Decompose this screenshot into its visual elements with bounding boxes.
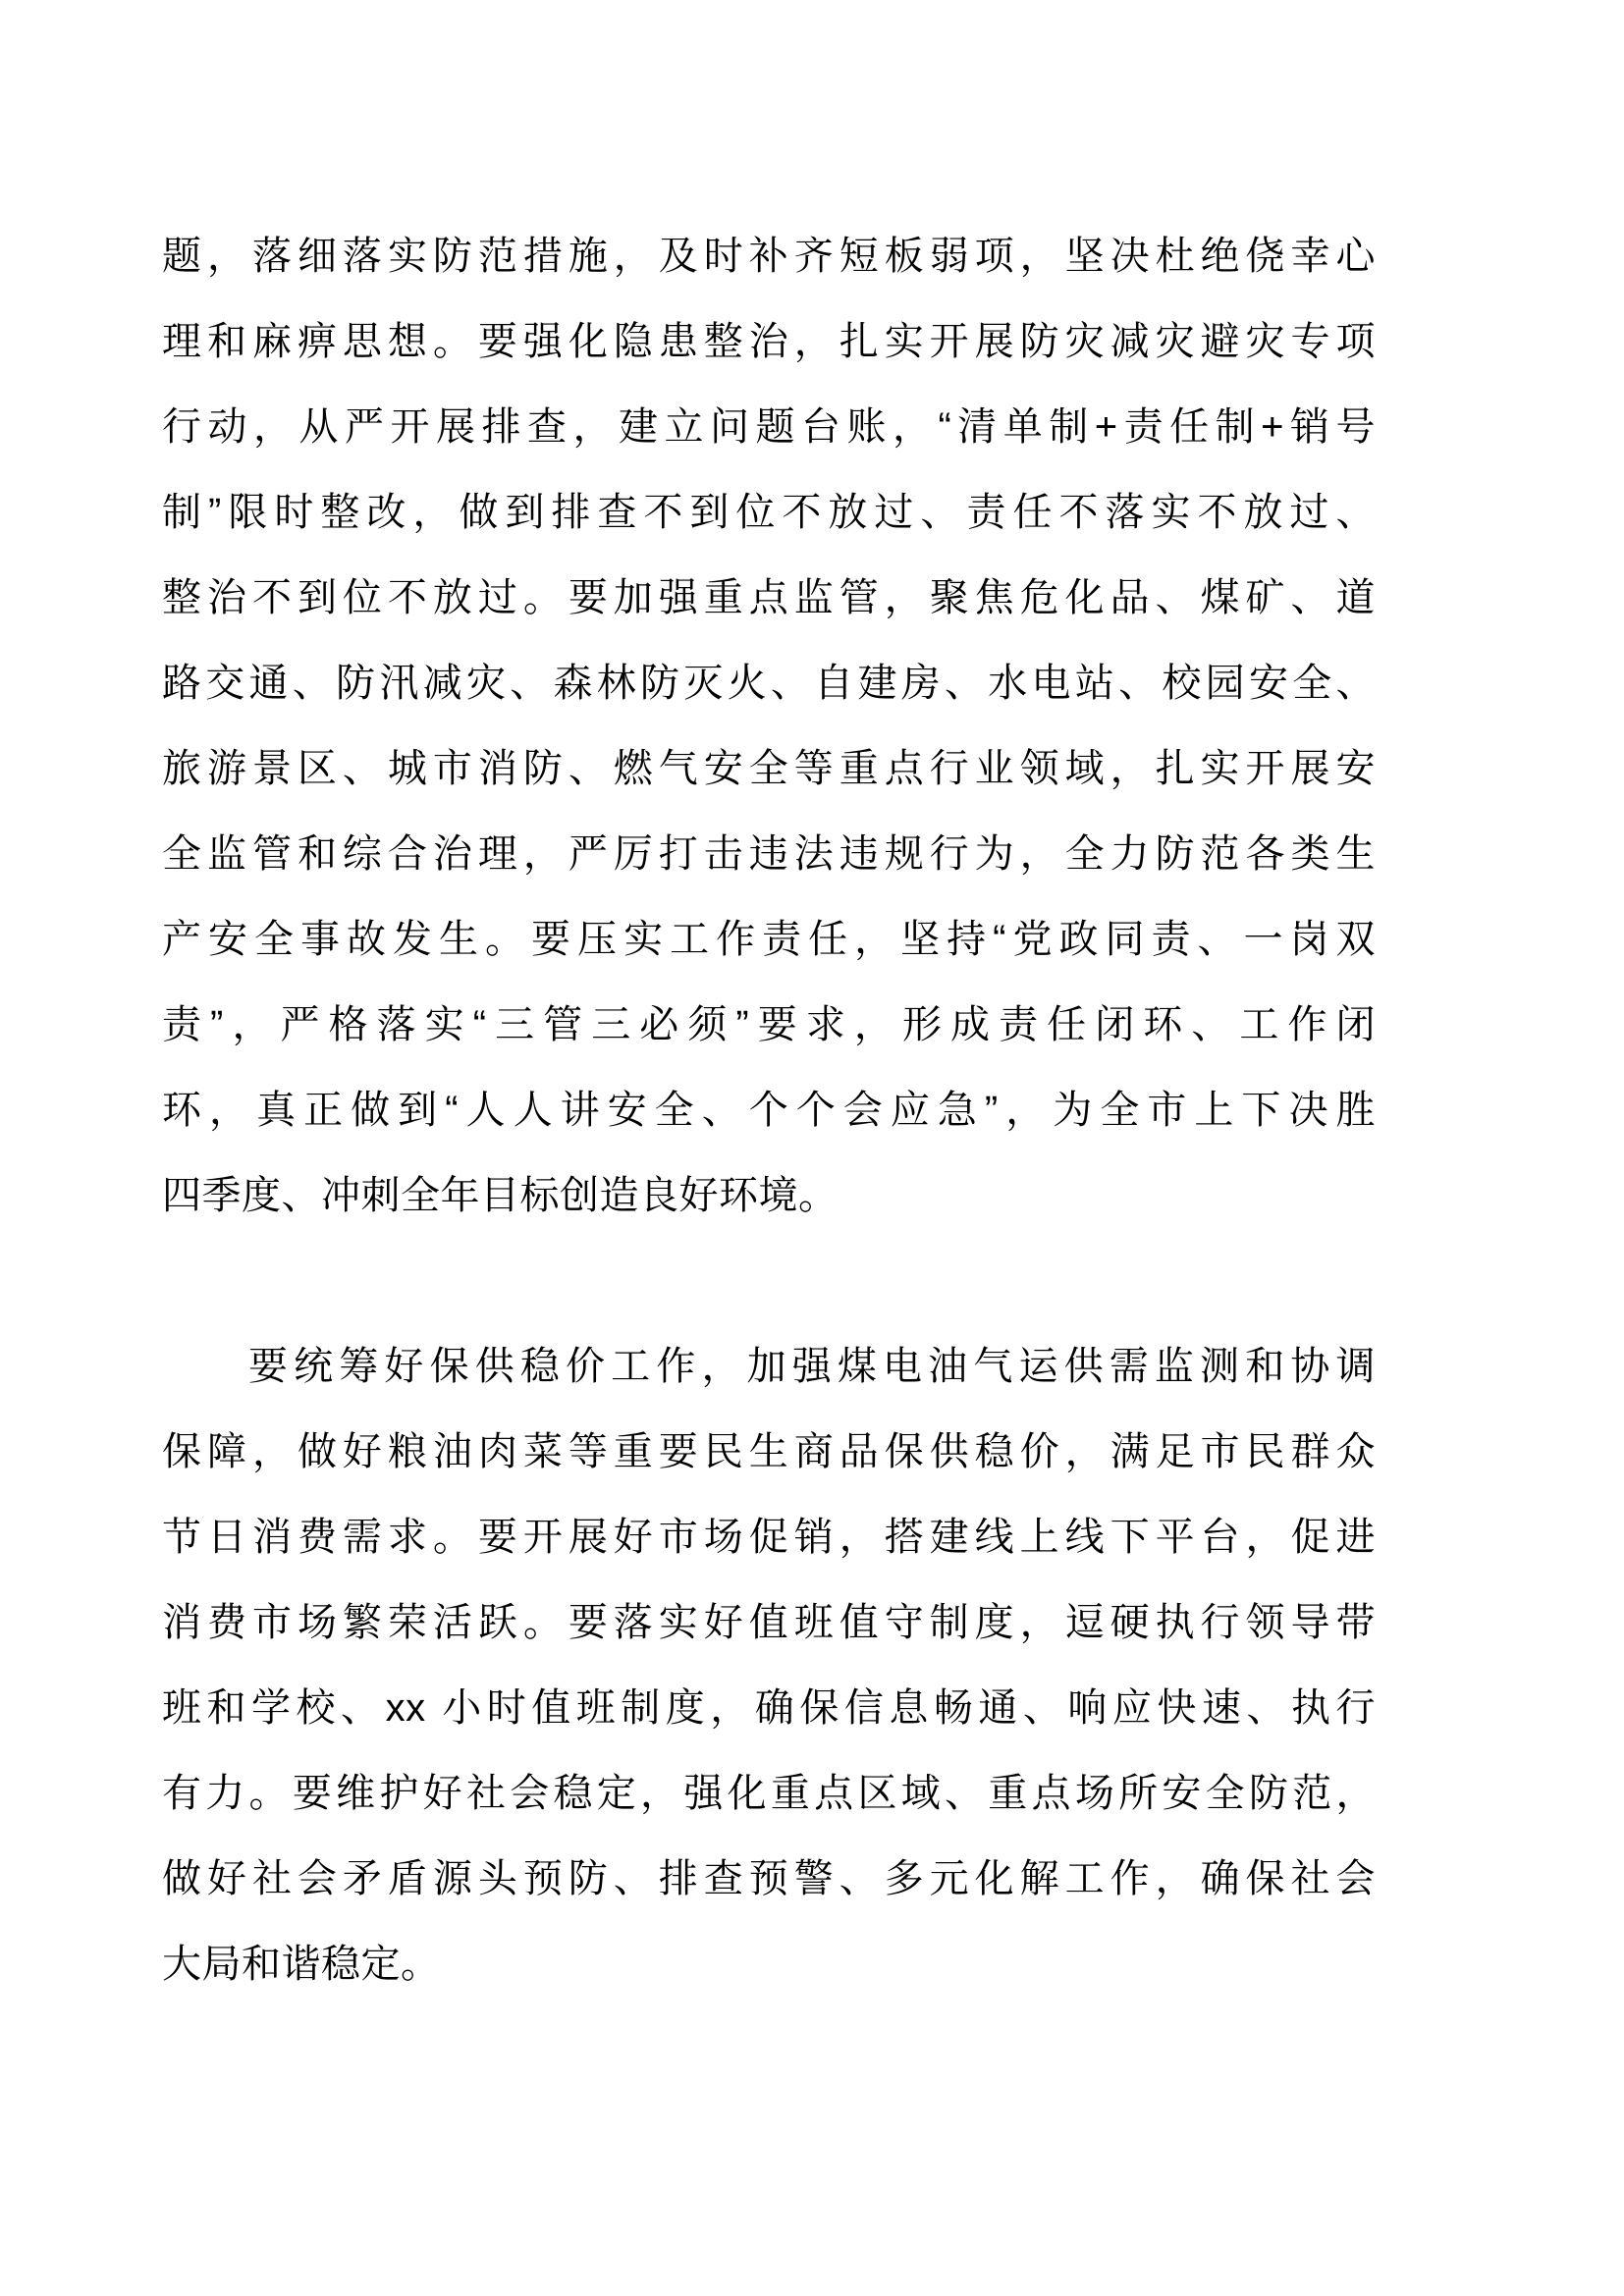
text-line: 旅游景区、城市消防、燃气安全等重点行业领域，扎实开展安: [162, 747, 1376, 790]
text-line: 整治不到位不放过。要加强重点监管，聚焦危化品、煤矿、道: [162, 576, 1376, 619]
text-line: 产安全事故发生。要压实工作责任，坚持“党政同责、一岗双: [162, 918, 1376, 961]
text-line: 理和麻痹思想。要强化隐患整治，扎实开展防灾减灾避灾专项: [162, 320, 1376, 363]
body-text: [162, 214, 1376, 2007]
text-line: 要统筹好保供稳价工作，加强煤电油气运供需监测和协调: [248, 1345, 1376, 1388]
text-line: 保障，做好粮油肉菜等重要民生商品保供稳价，满足市民群众: [162, 1430, 1376, 1473]
text-line: 制”限时整改，做到排查不到位不放过、责任不落实不放过、: [162, 491, 1376, 534]
text-line: 大局和谐稳定。: [162, 1943, 441, 1986]
paragraph-2: [162, 1324, 1376, 2007]
text-line: 四季度、冲刺全年目标创造良好环境。: [162, 1174, 839, 1217]
paragraph-1: [162, 214, 1376, 1239]
text-line: 消费市场繁荣活跃。要落实好值班值守制度，逗硬执行领导带: [162, 1601, 1376, 1644]
text-line: 全监管和综合治理，严厉打击违法违规行为，全力防范各类生: [162, 832, 1376, 876]
text-line: 责”，严格落实“三管三必须”要求，形成责任闭环、工作闭: [162, 1003, 1376, 1046]
text-line: 班和学校、xx 小时值班制度，确保信息畅通、响应快速、执行: [162, 1686, 1376, 1730]
text-line: 节日消费需求。要开展好市场促销，搭建线上线下平台，促进: [162, 1516, 1376, 1559]
text-line: 题，落细落实防范措施，及时补齐短板弱项，坚决杜绝侥幸心: [162, 235, 1376, 278]
text-line: 环，真正做到“人人讲安全、个个会应急”，为全市上下决胜: [162, 1089, 1376, 1132]
text-line: 有力。要维护好社会稳定，强化重点区域、重点场所安全防范，: [162, 1772, 1376, 1815]
text-line: 行动，从严开展排查，建立问题台账，“清单制+责任制+销号: [162, 405, 1376, 449]
text-line: 路交通、防汛减灾、森林防灭火、自建房、水电站、校园安全、: [162, 662, 1376, 705]
text-line: 做好社会矛盾源头预防、排查预警、多元化解工作，确保社会: [162, 1857, 1376, 1900]
